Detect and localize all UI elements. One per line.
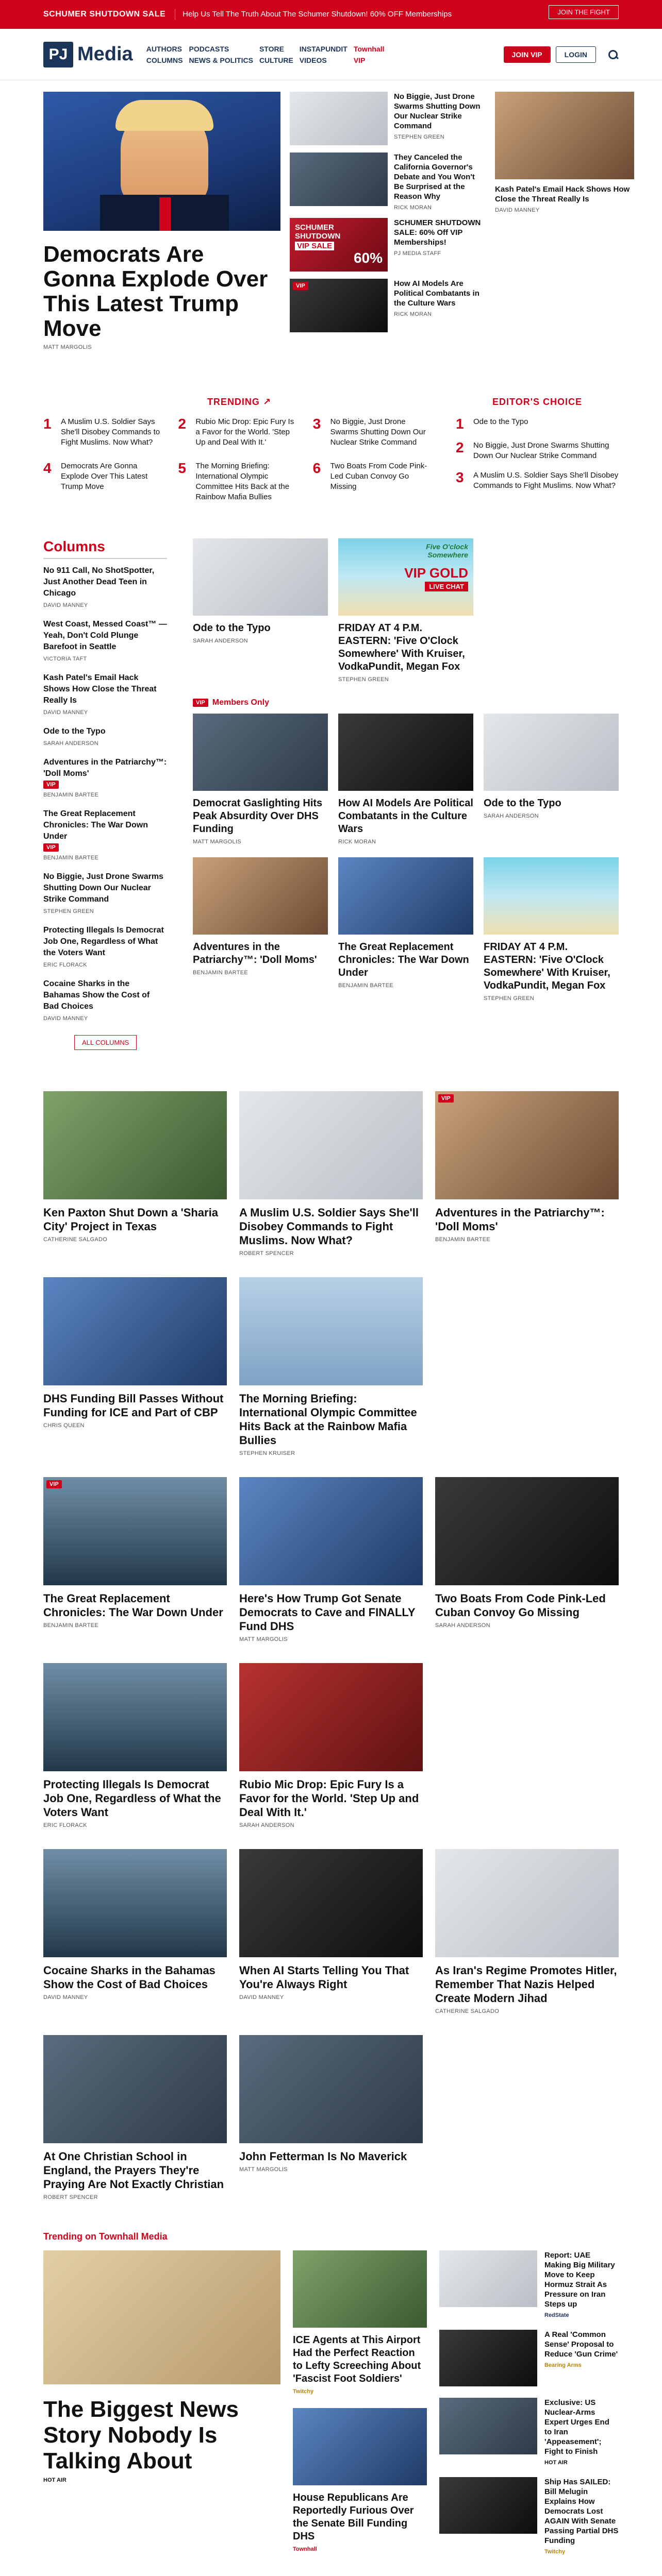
- vip-badge: VIP: [43, 781, 59, 789]
- card-source: Bearing Arms: [544, 2362, 582, 2368]
- townhall-story[interactable]: [293, 2250, 427, 2395]
- card-image[interactable]: [239, 1477, 423, 1585]
- item-number: 4: [43, 460, 52, 476]
- card-title[interactable]: Ode to the Typo: [484, 798, 561, 809]
- members-card[interactable]: [338, 857, 473, 1002]
- card-author[interactable]: DAVID MANNEY: [239, 1994, 284, 2001]
- story-author[interactable]: DAVID MANNEY: [495, 207, 540, 213]
- story-card[interactable]: [43, 1091, 227, 1257]
- promo-message[interactable]: Help Us Tell The Truth About The Schumer Shutdown! 60% OFF Memberships: [175, 9, 484, 20]
- story-image[interactable]: [290, 279, 388, 332]
- card-source: HOT AIR: [544, 2460, 568, 2466]
- column-author[interactable]: STEPHEN GREEN: [43, 908, 94, 914]
- card-image[interactable]: [193, 538, 328, 616]
- hero-section: [43, 92, 630, 350]
- all-columns-button[interactable]: ALL COLUMNS: [74, 1035, 137, 1050]
- card-author[interactable]: BENJAMIN BARTEE: [193, 970, 248, 976]
- column-item[interactable]: [43, 925, 167, 968]
- card-author[interactable]: CATHERINE SALGADO: [43, 1236, 108, 1243]
- card-author[interactable]: ROBERT SPENCER: [43, 2194, 98, 2200]
- columns-heading: Columns: [43, 538, 167, 559]
- column-title[interactable]: The Great Replacement Chronicles: The War Down Under: [43, 809, 148, 841]
- card-author[interactable]: ERIC FLORACK: [43, 1822, 87, 1828]
- beach-promo-line4: LIVE CHAT: [425, 582, 468, 591]
- card-image[interactable]: [239, 1849, 423, 1957]
- beach-promo-line1: Five O'clock: [426, 543, 468, 551]
- townhall-side-story[interactable]: [439, 2250, 619, 2318]
- nav-culture[interactable]: CULTURE: [259, 56, 293, 64]
- column-author[interactable]: DAVID MANNEY: [43, 709, 88, 716]
- card-author[interactable]: MATT MARGOLIS: [239, 1636, 288, 1642]
- card-image[interactable]: [239, 1663, 423, 1771]
- promo-overlay-pct: 60%: [353, 250, 383, 266]
- five-oclock-promo-image[interactable]: [338, 538, 473, 616]
- card-author[interactable]: RICK MORAN: [338, 839, 376, 845]
- item-title[interactable]: Democrats Are Gonna Explode Over This Latest Trump Move: [61, 462, 148, 491]
- logo-text: Media: [77, 43, 133, 65]
- card-image[interactable]: [43, 1663, 227, 1771]
- card-title[interactable]: The Morning Briefing: International Olympic Committee Hits Back at the Rainbow Mafia Bullies: [239, 1392, 417, 1447]
- editors-item[interactable]: [456, 470, 619, 491]
- card-title[interactable]: Exclusive: US Nuclear-Arms Expert Urges End to Iran 'Appeasement'; Fight to Finish: [544, 2398, 609, 2456]
- column-title[interactable]: Cocaine Sharks in the Bahamas Show the Cost of Bad Choices: [43, 979, 150, 1011]
- card-image[interactable]: [293, 2408, 427, 2485]
- beach-promo-line2: Somewhere: [427, 551, 468, 559]
- story-author[interactable]: RICK MORAN: [394, 311, 432, 317]
- column-item[interactable]: [43, 757, 167, 798]
- hero-headline[interactable]: Democrats Are Gonna Explode Over This Latest Trump Move: [43, 242, 268, 341]
- trending-block: [43, 397, 435, 502]
- card-title[interactable]: When AI Starts Telling You That You're Always Right: [239, 1964, 409, 1991]
- trending-item[interactable]: [178, 461, 300, 502]
- trending-label: TRENDING: [207, 397, 260, 407]
- column-title[interactable]: Kash Patel's Email Hack Shows How Close the Threat Really Is: [43, 673, 157, 705]
- card-title[interactable]: House Republicans Are Reportedly Furious Over the Senate Bill Funding DHS: [293, 2492, 414, 2542]
- members-only-label: Members Only: [212, 698, 269, 707]
- card-title[interactable]: Ode to the Typo: [193, 622, 271, 634]
- promo-bar[interactable]: [0, 0, 662, 29]
- trending-arrow-icon: ↗: [262, 397, 272, 407]
- editors-item[interactable]: [456, 417, 619, 431]
- promo-tag: SCHUMER SHUTDOWN SALE: [43, 10, 166, 19]
- column-author[interactable]: BENJAMIN BARTEE: [43, 792, 98, 798]
- nav-videos[interactable]: VIDEOS: [299, 56, 327, 64]
- card-image[interactable]: [43, 1277, 227, 1385]
- promo-overlay-line2: SHUTDOWN: [295, 232, 341, 241]
- trending-item[interactable]: [313, 461, 435, 502]
- promo-overlay-line3: VIP SALE: [295, 242, 334, 250]
- card-image[interactable]: [484, 857, 619, 935]
- card-title[interactable]: John Fetterman Is No Maverick: [239, 2150, 407, 2163]
- item-title[interactable]: No Biggie, Just Drone Swarms Shutting Down Our Nuclear Strike Command: [473, 441, 609, 460]
- hero-side-list: [290, 92, 486, 350]
- vip-badge: VIP: [193, 699, 208, 707]
- card-author[interactable]: DAVID MANNEY: [43, 1994, 88, 2001]
- card-image[interactable]: [439, 2250, 537, 2307]
- nav-authors[interactable]: AUTHORS: [146, 44, 182, 53]
- hero-image[interactable]: [43, 92, 280, 231]
- features-area: [193, 538, 619, 1050]
- townhall-story[interactable]: [293, 2408, 427, 2552]
- search-icon[interactable]: [607, 49, 619, 60]
- trending-item[interactable]: [43, 417, 166, 448]
- hero-main-story[interactable]: [43, 92, 280, 350]
- card-image[interactable]: [43, 1477, 227, 1585]
- card-title[interactable]: DHS Funding Bill Passes Without Funding for ICE and Part of CBP: [43, 1392, 224, 1419]
- card-author[interactable]: STEPHEN KRUISER: [239, 1450, 295, 1456]
- item-title[interactable]: Ode to the Typo: [473, 417, 528, 426]
- card-image[interactable]: [43, 1091, 227, 1199]
- vip-badge: VIP: [43, 843, 59, 852]
- card-title[interactable]: How AI Models Are Political Combatants in the Culture Wars: [338, 798, 473, 835]
- vip-badge: VIP: [438, 1094, 454, 1103]
- story-card[interactable]: [435, 1091, 619, 1257]
- card-title[interactable]: Report: UAE Making Big Military Move to Keep Hormuz Strait As Pressure on Iran Steps up: [544, 2251, 615, 2309]
- nav-townhall[interactable]: Townhall: [353, 44, 385, 53]
- story-card[interactable]: [239, 1477, 423, 1642]
- column-item[interactable]: [43, 672, 167, 716]
- card-image[interactable]: [439, 2398, 537, 2454]
- side-story[interactable]: [290, 218, 486, 272]
- item-title[interactable]: The Morning Briefing: International Olympic Committee Hits Back at the Rainbow Mafia Bullies: [195, 462, 290, 501]
- townhall-main-story[interactable]: [43, 2250, 280, 2566]
- card-author[interactable]: BENJAMIN BARTEE: [338, 982, 393, 989]
- column-author[interactable]: SARAH ANDERSON: [43, 740, 98, 747]
- story-card[interactable]: [239, 1091, 423, 1257]
- nav-vip[interactable]: VIP: [353, 56, 366, 64]
- members-card[interactable]: [193, 714, 328, 845]
- story-image[interactable]: [495, 92, 634, 179]
- column-item[interactable]: [43, 619, 167, 662]
- logo-mark: PJ: [43, 42, 73, 67]
- column-title[interactable]: West Coast, Messed Coast™ — Yeah, Don't Cold Plunge Barefoot in Seattle: [43, 620, 167, 651]
- story-card[interactable]: [239, 1849, 423, 2014]
- story-card[interactable]: [239, 1663, 423, 1828]
- card-title[interactable]: The Biggest News Story Nobody Is Talking About: [43, 2397, 239, 2473]
- columns-sidebar: [43, 538, 167, 1050]
- column-item[interactable]: [43, 726, 167, 747]
- townhall-side-story[interactable]: [439, 2398, 619, 2466]
- trending-list: [43, 417, 435, 502]
- townhall-mid-stories: [293, 2250, 427, 2566]
- column-author[interactable]: DAVID MANNEY: [43, 1015, 88, 1022]
- column-item[interactable]: [43, 978, 167, 1022]
- card-image[interactable]: [239, 2035, 423, 2143]
- column-title[interactable]: Protecting Illegals Is Democrat Job One, Regardless of What the Voters Want: [43, 926, 164, 957]
- card-title[interactable]: Democrat Gaslighting Hits Peak Absurdity Over DHS Funding: [193, 798, 323, 835]
- card-title[interactable]: Two Boats From Code Pink-Led Cuban Convoy Go Missing: [435, 1592, 606, 1619]
- story-title[interactable]: They Canceled the California Governor's Debate and You Won't Be Surprised at the Reason Why: [394, 153, 475, 201]
- card-image[interactable]: [338, 714, 473, 791]
- card-title[interactable]: Protecting Illegals Is Democrat Job One, Regardless of What the Voters Want: [43, 1778, 221, 1819]
- story-title[interactable]: Kash Patel's Email Hack Shows How Close the Threat Really Is: [495, 185, 630, 204]
- card-author[interactable]: BENJAMIN BARTEE: [43, 1622, 98, 1629]
- card-author[interactable]: SARAH ANDERSON: [484, 813, 539, 819]
- story-card[interactable]: [43, 1849, 227, 2014]
- card-title[interactable]: The Great Replacement Chronicles: The War Down Under: [338, 941, 469, 978]
- card-author[interactable]: SARAH ANDERSON: [193, 638, 248, 644]
- story-author[interactable]: RICK MORAN: [394, 205, 432, 211]
- story-card[interactable]: [239, 2035, 423, 2200]
- card-author[interactable]: ROBERT SPENCER: [239, 1250, 294, 1257]
- login-button[interactable]: LOGIN: [556, 46, 596, 63]
- card-title[interactable]: Adventures in the Patriarchy™: 'Doll Moms': [435, 1206, 605, 1233]
- story-card[interactable]: [43, 2035, 227, 2200]
- card-image[interactable]: [43, 1849, 227, 1957]
- card-image[interactable]: [484, 714, 619, 791]
- members-card[interactable]: [338, 714, 473, 845]
- column-item[interactable]: [43, 871, 167, 914]
- card-title[interactable]: FRIDAY AT 4 P.M. EASTERN: 'Five O'Clock Somewhere' With Kruiser, VodkaPundit, Megan Fox: [484, 941, 610, 991]
- item-title[interactable]: A Muslim U.S. Soldier Says She'll Disobey Commands to Fight Muslims. Now What?: [473, 471, 619, 490]
- card-author[interactable]: CATHERINE SALGADO: [435, 2008, 500, 2014]
- card-title[interactable]: Rubio Mic Drop: Epic Fury Is a Favor for the World. 'Step Up and Deal With It.': [239, 1778, 419, 1819]
- column-item[interactable]: [43, 565, 167, 608]
- promo-overlay-line1: SCHUMER: [295, 223, 334, 232]
- members-card[interactable]: [193, 857, 328, 1002]
- column-author[interactable]: VICTORIA TAFT: [43, 656, 87, 662]
- column-title[interactable]: Ode to the Typo: [43, 727, 106, 736]
- side-story[interactable]: [290, 92, 486, 145]
- main-nav: [146, 45, 391, 64]
- card-title[interactable]: FRIDAY AT 4 P.M. EASTERN: 'Five O'Clock Somewhere' With Kruiser, VodkaPundit, Megan Fox: [338, 622, 465, 672]
- item-title[interactable]: Two Boats From Code Pink-Led Cuban Convoy Go Missing: [330, 462, 427, 491]
- feature-card[interactable]: [338, 538, 473, 683]
- card-image[interactable]: [435, 1091, 619, 1199]
- column-item[interactable]: [43, 808, 167, 861]
- item-title[interactable]: Rubio Mic Drop: Epic Fury Is a Favor for the World. 'Step Up and Deal With It.': [195, 417, 294, 447]
- card-title[interactable]: Ship Has SAILED: Bill Melugin Explains How Democrats Lost AGAIN With Senate Passing Partial DHS Funding: [544, 2478, 619, 2545]
- editors-choice-list: [456, 417, 619, 491]
- nav-instapundit[interactable]: INSTAPUNDIT: [299, 44, 347, 53]
- pj-media-logo[interactable]: [43, 42, 133, 67]
- story-title[interactable]: How AI Models Are Political Combatants in the Culture Wars: [394, 279, 479, 308]
- card-source: Townhall: [293, 2546, 317, 2552]
- card-author[interactable]: BENJAMIN BARTEE: [435, 1236, 490, 1243]
- card-title[interactable]: A Muslim U.S. Soldier Says She'll Disobey Commands to Fight Muslims. Now What?: [239, 1206, 419, 1247]
- vip-sale-image[interactable]: [290, 218, 388, 272]
- item-title[interactable]: No Biggie, Just Drone Swarms Shutting Down Our Nuclear Strike Command: [330, 417, 426, 447]
- townhall-side-story[interactable]: [439, 2477, 619, 2555]
- trending-heading: [43, 397, 435, 408]
- card-image[interactable]: [293, 2250, 427, 2328]
- item-number: 6: [312, 460, 321, 476]
- site-header: [0, 29, 662, 80]
- card-author[interactable]: STEPHEN GREEN: [484, 995, 535, 1002]
- card-title[interactable]: Adventures in the Patriarchy™: 'Doll Moms': [193, 941, 317, 965]
- card-image[interactable]: [43, 2250, 280, 2384]
- card-title[interactable]: Here's How Trump Got Senate Democrats to Cave and FINALLY Fund DHS: [239, 1592, 416, 1633]
- townhall-heading: Trending on Townhall Media: [43, 2231, 168, 2242]
- card-image[interactable]: [435, 1477, 619, 1585]
- item-number: 1: [456, 416, 464, 432]
- card-title[interactable]: ICE Agents at This Airport Had the Perfect Reaction to Lefty Screeching About 'Fascist Foot Soldiers': [293, 2334, 421, 2384]
- nav-store[interactable]: STORE: [259, 44, 284, 53]
- card-title[interactable]: As Iran's Regime Promotes Hitler, Remember That Nazis Helped Create Modern Jihad: [435, 1964, 617, 2005]
- latest-stories-grid: [43, 1091, 619, 2200]
- vip-badge: VIP: [293, 282, 308, 290]
- column-title[interactable]: No 911 Call, No ShotSpotter, Just Another Dead Teen in Chicago: [43, 566, 155, 598]
- story-card[interactable]: [43, 1477, 227, 1642]
- card-image[interactable]: [439, 2330, 537, 2386]
- card-title[interactable]: Cocaine Sharks in the Bahamas Show the Cost of Bad Choices: [43, 1964, 216, 1991]
- column-title[interactable]: Adventures in the Patriarchy™: 'Doll Moms': [43, 758, 167, 778]
- column-title[interactable]: No Biggie, Just Drone Swarms Shutting Down Our Nuclear Strike Command: [43, 872, 163, 904]
- hero-author[interactable]: MATT MARGOLIS: [43, 344, 92, 350]
- members-card[interactable]: [484, 857, 619, 1002]
- card-image[interactable]: [338, 857, 473, 935]
- card-title[interactable]: The Great Replacement Chronicles: The War Down Under: [43, 1592, 223, 1619]
- trending-item[interactable]: [43, 461, 166, 502]
- townhall-side-story[interactable]: [439, 2330, 619, 2386]
- item-title[interactable]: A Muslim U.S. Soldier Says She'll Disobey Commands to Fight Muslims. Now What?: [61, 417, 160, 447]
- story-image[interactable]: [290, 92, 388, 145]
- nav-news-politics[interactable]: NEWS & POLITICS: [189, 56, 253, 64]
- item-number: 2: [178, 416, 186, 432]
- side-story[interactable]: [290, 152, 486, 211]
- hero-right-story[interactable]: [495, 92, 634, 350]
- card-image[interactable]: [435, 1849, 619, 1957]
- story-card[interactable]: [239, 1277, 423, 1456]
- members-only-heading: [193, 698, 619, 707]
- editors-choice-block: [456, 397, 619, 502]
- card-author[interactable]: SARAH ANDERSON: [435, 1622, 490, 1629]
- nav-podcasts[interactable]: PODCASTS: [189, 44, 229, 53]
- card-image[interactable]: [439, 2477, 537, 2534]
- card-source: Twitchy: [544, 2549, 566, 2555]
- story-author[interactable]: PJ MEDIA STAFF: [394, 250, 441, 257]
- columns-and-features: [43, 538, 619, 1050]
- card-source: RedState: [544, 2312, 569, 2318]
- card-image[interactable]: [43, 2035, 227, 2143]
- members-row-2: [193, 857, 619, 1002]
- card-image[interactable]: [193, 857, 328, 935]
- feature-card[interactable]: [193, 538, 328, 683]
- nav-columns[interactable]: COLUMNS: [146, 56, 183, 64]
- story-card[interactable]: [435, 1477, 619, 1642]
- story-title[interactable]: No Biggie, Just Drone Swarms Shutting Down Our Nuclear Strike Command: [394, 92, 481, 130]
- card-author[interactable]: MATT MARGOLIS: [193, 839, 241, 845]
- trending-item[interactable]: [313, 417, 435, 448]
- card-image[interactable]: [239, 1091, 423, 1199]
- townhall-section: [43, 2250, 619, 2566]
- story-card[interactable]: [43, 1277, 227, 1456]
- members-card[interactable]: [484, 714, 619, 845]
- join-vip-button[interactable]: JOIN VIP: [504, 46, 551, 63]
- column-author[interactable]: DAVID MANNEY: [43, 602, 88, 608]
- story-card[interactable]: [435, 1849, 619, 2014]
- column-author[interactable]: BENJAMIN BARTEE: [43, 855, 98, 861]
- townhall-side-list: [439, 2250, 619, 2566]
- card-author[interactable]: CHRIS QUEEN: [43, 1422, 85, 1429]
- column-author[interactable]: ERIC FLORACK: [43, 962, 87, 968]
- item-number: 3: [312, 416, 321, 432]
- card-title[interactable]: At One Christian School in England, the Prayers They're Praying Are Not Exactly Christian: [43, 2150, 224, 2191]
- card-image[interactable]: [193, 714, 328, 791]
- join-the-fight-button[interactable]: JOIN THE FIGHT: [549, 5, 619, 19]
- editors-item[interactable]: [456, 440, 619, 461]
- card-author[interactable]: STEPHEN GREEN: [338, 676, 389, 683]
- card-author[interactable]: MATT MARGOLIS: [239, 2166, 288, 2173]
- trending-item[interactable]: [178, 417, 300, 448]
- card-source: Twitchy: [293, 2388, 314, 2395]
- card-title[interactable]: A Real 'Common Sense' Proposal to Reduce 'Gun Crime': [544, 2330, 618, 2359]
- card-title[interactable]: Ken Paxton Shut Down a 'Sharia City' Project in Texas: [43, 1206, 218, 1233]
- trending-editors-section: [43, 397, 619, 502]
- item-number: 2: [456, 439, 464, 455]
- item-number: 3: [456, 469, 464, 485]
- card-image[interactable]: [239, 1277, 423, 1385]
- story-author[interactable]: STEPHEN GREEN: [394, 134, 445, 140]
- vip-badge: VIP: [46, 1480, 62, 1488]
- story-image[interactable]: [290, 152, 388, 206]
- item-number: 1: [43, 416, 52, 432]
- side-story[interactable]: [290, 279, 486, 332]
- members-row-1: [193, 714, 619, 845]
- story-title[interactable]: SCHUMER SHUTDOWN SALE: 60% Off VIP Memberships!: [394, 218, 481, 247]
- card-author[interactable]: SARAH ANDERSON: [239, 1822, 294, 1828]
- beach-promo-line3: VIP GOLD: [404, 565, 468, 581]
- card-source: HOT AIR: [43, 2477, 67, 2483]
- item-number: 5: [178, 460, 186, 476]
- editors-choice-heading: EDITOR'S CHOICE: [492, 397, 582, 407]
- story-card[interactable]: [43, 1663, 227, 1828]
